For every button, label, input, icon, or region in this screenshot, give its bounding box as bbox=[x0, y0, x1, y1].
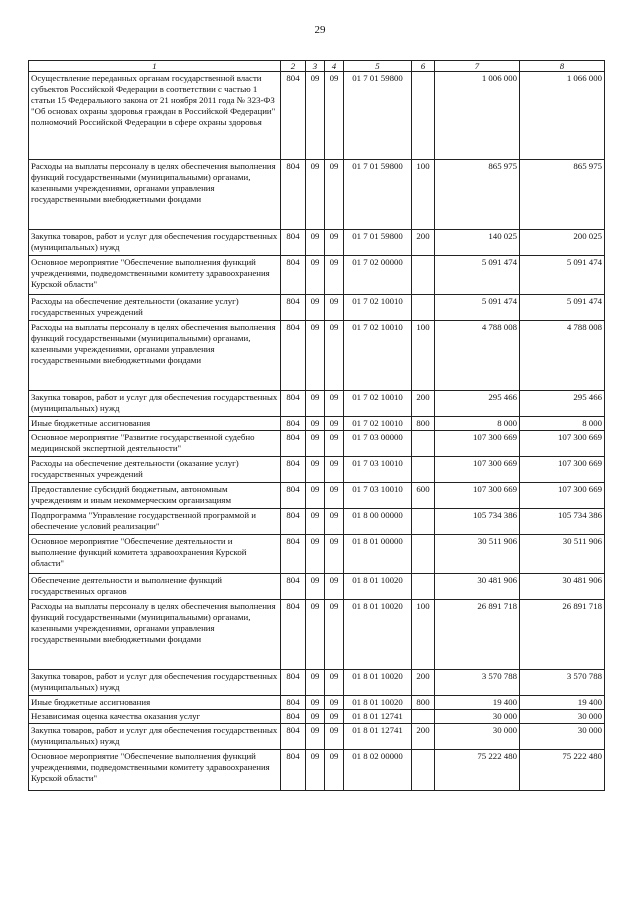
row-amount-year2-cell: 19 400 bbox=[520, 696, 605, 710]
header-cell: 6 bbox=[412, 61, 435, 72]
row-amount-year2-cell: 105 734 386 bbox=[520, 509, 605, 535]
header-cell: 1 bbox=[29, 61, 281, 72]
page-number: 29 bbox=[314, 24, 326, 36]
row-amount-year1-cell: 26 891 718 bbox=[435, 600, 520, 670]
table-row bbox=[29, 230, 605, 256]
row-pr-cell: 09 bbox=[325, 750, 344, 791]
row-csr-cell: 01 7 02 10010 bbox=[344, 295, 412, 321]
row-amount-year2-cell: 200 025 bbox=[520, 230, 605, 256]
row-rz-cell: 09 bbox=[306, 431, 325, 457]
row-pr-cell: 09 bbox=[325, 431, 344, 457]
header-cell: 3 bbox=[306, 61, 325, 72]
row-name-cell: Закупка товаров, работ и услуг для обеспечения государственных (муниципальных) нужд bbox=[29, 724, 281, 750]
row-rz-cell: 09 bbox=[306, 417, 325, 431]
row-pr-cell: 09 bbox=[325, 710, 344, 724]
row-gr-cell: 804 bbox=[281, 574, 306, 600]
row-vr-cell: 600 bbox=[412, 483, 435, 509]
row-pr-cell: 09 bbox=[325, 72, 344, 160]
row-amount-year2-cell: 107 300 669 bbox=[520, 431, 605, 457]
row-amount-year1-cell: 5 091 474 bbox=[435, 256, 520, 295]
row-amount-year2-cell: 26 891 718 bbox=[520, 600, 605, 670]
row-csr-cell: 01 8 01 10020 bbox=[344, 670, 412, 696]
row-pr-cell: 09 bbox=[325, 724, 344, 750]
row-amount-year1-cell: 140 025 bbox=[435, 230, 520, 256]
header-cell: 4 bbox=[325, 61, 344, 72]
table-row bbox=[29, 431, 605, 457]
row-amount-year1-cell: 107 300 669 bbox=[435, 431, 520, 457]
row-gr-cell: 804 bbox=[281, 417, 306, 431]
row-csr-cell: 01 8 01 00000 bbox=[344, 535, 412, 574]
row-vr-cell: 100 bbox=[412, 160, 435, 230]
row-amount-year1-cell: 295 466 bbox=[435, 391, 520, 417]
row-amount-year2-cell: 30 511 906 bbox=[520, 535, 605, 574]
row-pr-cell: 09 bbox=[325, 574, 344, 600]
row-csr-cell: 01 8 01 10020 bbox=[344, 574, 412, 600]
row-gr-cell: 804 bbox=[281, 391, 306, 417]
row-gr-cell: 804 bbox=[281, 535, 306, 574]
row-vr-cell bbox=[412, 509, 435, 535]
table-row bbox=[29, 600, 605, 670]
row-amount-year2-cell: 5 091 474 bbox=[520, 256, 605, 295]
row-name-cell: Основное мероприятие "Обеспечение выполнения функций учреждениями, подведомственными комитету здравоохранения Курской области" bbox=[29, 750, 281, 791]
row-name-cell: Основное мероприятие "Обеспечение выполнения функций учреждениями, подведомственными комитету здравоохранения Курской области" bbox=[29, 256, 281, 295]
table-row bbox=[29, 710, 605, 724]
row-rz-cell: 09 bbox=[306, 483, 325, 509]
row-rz-cell: 09 bbox=[306, 750, 325, 791]
row-amount-year1-cell: 30 481 906 bbox=[435, 574, 520, 600]
row-amount-year2-cell: 3 570 788 bbox=[520, 670, 605, 696]
row-name-cell: Осуществление переданных органам государственной власти субъектов Российской Федерации в соответствии с частью 1 статьи 15 Федерального закона от 21 ноября 2011 года № 323-ФЗ "Об основах охраны здоровья граждан в Российской Федерации" полномочий Российской Федерации в сфере охраны здоровья bbox=[29, 72, 281, 160]
row-vr-cell: 100 bbox=[412, 321, 435, 391]
row-name-cell: Расходы на выплаты персоналу в целях обеспечения выполнения функций государственными (муниципальными) органами, казенными учреждениями, органами управления государственными внебюджетными фондами bbox=[29, 160, 281, 230]
row-vr-cell: 200 bbox=[412, 724, 435, 750]
row-rz-cell: 09 bbox=[306, 600, 325, 670]
row-name-cell: Расходы на выплаты персоналу в целях обеспечения выполнения функций государственными (муниципальными) органами, казенными учреждениями, органами управления государственными внебюджетными фондами bbox=[29, 600, 281, 670]
budget-table bbox=[28, 60, 605, 791]
row-vr-cell: 100 bbox=[412, 600, 435, 670]
row-rz-cell: 09 bbox=[306, 295, 325, 321]
row-gr-cell: 804 bbox=[281, 750, 306, 791]
row-rz-cell: 09 bbox=[306, 230, 325, 256]
row-gr-cell: 804 bbox=[281, 295, 306, 321]
row-csr-cell: 01 7 01 59800 bbox=[344, 160, 412, 230]
row-vr-cell: 200 bbox=[412, 670, 435, 696]
row-vr-cell: 800 bbox=[412, 696, 435, 710]
row-vr-cell bbox=[412, 574, 435, 600]
row-gr-cell: 804 bbox=[281, 670, 306, 696]
row-name-cell: Основное мероприятие "Развитие государственной судебно медицинской экспертной деятельности" bbox=[29, 431, 281, 457]
row-csr-cell: 01 7 02 10010 bbox=[344, 417, 412, 431]
row-rz-cell: 09 bbox=[306, 696, 325, 710]
header-cell: 2 bbox=[281, 61, 306, 72]
table-row bbox=[29, 750, 605, 791]
row-pr-cell: 09 bbox=[325, 230, 344, 256]
row-pr-cell: 09 bbox=[325, 535, 344, 574]
row-pr-cell: 09 bbox=[325, 509, 344, 535]
row-gr-cell: 804 bbox=[281, 600, 306, 670]
row-csr-cell: 01 8 02 00000 bbox=[344, 750, 412, 791]
row-vr-cell bbox=[412, 710, 435, 724]
row-amount-year1-cell: 30 000 bbox=[435, 710, 520, 724]
row-rz-cell: 09 bbox=[306, 574, 325, 600]
row-name-cell: Расходы на обеспечение деятельности (оказание услуг) государственных учреждений bbox=[29, 295, 281, 321]
row-vr-cell bbox=[412, 256, 435, 295]
row-rz-cell: 09 bbox=[306, 535, 325, 574]
row-csr-cell: 01 7 02 00000 bbox=[344, 256, 412, 295]
row-name-cell: Независимая оценка качества оказания услуг bbox=[29, 710, 281, 724]
header-row bbox=[29, 61, 605, 72]
row-amount-year2-cell: 4 788 008 bbox=[520, 321, 605, 391]
row-vr-cell bbox=[412, 295, 435, 321]
row-amount-year1-cell: 105 734 386 bbox=[435, 509, 520, 535]
row-amount-year1-cell: 19 400 bbox=[435, 696, 520, 710]
row-amount-year1-cell: 1 006 000 bbox=[435, 72, 520, 160]
row-name-cell: Предоставление субсидий бюджетным, автономным учреждениям и иным некоммерческим организациям bbox=[29, 483, 281, 509]
row-csr-cell: 01 7 02 10010 bbox=[344, 391, 412, 417]
row-pr-cell: 09 bbox=[325, 160, 344, 230]
row-amount-year2-cell: 5 091 474 bbox=[520, 295, 605, 321]
row-csr-cell: 01 8 00 00000 bbox=[344, 509, 412, 535]
header-cell: 8 bbox=[520, 61, 605, 72]
row-csr-cell: 01 8 01 12741 bbox=[344, 724, 412, 750]
table-row bbox=[29, 457, 605, 483]
row-gr-cell: 804 bbox=[281, 160, 306, 230]
row-amount-year2-cell: 295 466 bbox=[520, 391, 605, 417]
row-name-cell: Иные бюджетные ассигнования bbox=[29, 696, 281, 710]
header-cell: 5 bbox=[344, 61, 412, 72]
row-amount-year2-cell: 107 300 669 bbox=[520, 483, 605, 509]
row-vr-cell bbox=[412, 535, 435, 574]
row-pr-cell: 09 bbox=[325, 600, 344, 670]
row-rz-cell: 09 bbox=[306, 457, 325, 483]
row-gr-cell: 804 bbox=[281, 256, 306, 295]
row-csr-cell: 01 7 03 10010 bbox=[344, 457, 412, 483]
row-gr-cell: 804 bbox=[281, 72, 306, 160]
row-gr-cell: 804 bbox=[281, 724, 306, 750]
row-vr-cell: 200 bbox=[412, 391, 435, 417]
row-rz-cell: 09 bbox=[306, 160, 325, 230]
table-row bbox=[29, 724, 605, 750]
row-csr-cell: 01 7 01 59800 bbox=[344, 72, 412, 160]
table-row bbox=[29, 160, 605, 230]
row-amount-year2-cell: 30 000 bbox=[520, 724, 605, 750]
row-pr-cell: 09 bbox=[325, 483, 344, 509]
row-vr-cell bbox=[412, 457, 435, 483]
row-vr-cell: 800 bbox=[412, 417, 435, 431]
row-rz-cell: 09 bbox=[306, 724, 325, 750]
row-amount-year1-cell: 107 300 669 bbox=[435, 483, 520, 509]
table-row bbox=[29, 483, 605, 509]
table-row bbox=[29, 256, 605, 295]
row-gr-cell: 804 bbox=[281, 509, 306, 535]
row-amount-year1-cell: 8 000 bbox=[435, 417, 520, 431]
row-gr-cell: 804 bbox=[281, 431, 306, 457]
row-gr-cell: 804 bbox=[281, 483, 306, 509]
row-amount-year2-cell: 30 000 bbox=[520, 710, 605, 724]
row-name-cell: Основное мероприятие "Обеспечение деятельности и выполнение функций комитета здравоохранения Курской области" bbox=[29, 535, 281, 574]
row-pr-cell: 09 bbox=[325, 417, 344, 431]
row-amount-year1-cell: 865 975 bbox=[435, 160, 520, 230]
row-vr-cell bbox=[412, 431, 435, 457]
row-amount-year1-cell: 4 788 008 bbox=[435, 321, 520, 391]
row-name-cell: Расходы на обеспечение деятельности (оказание услуг) государственных учреждений bbox=[29, 457, 281, 483]
table-row bbox=[29, 696, 605, 710]
row-pr-cell: 09 bbox=[325, 321, 344, 391]
row-pr-cell: 09 bbox=[325, 670, 344, 696]
row-name-cell: Расходы на выплаты персоналу в целях обеспечения выполнения функций государственными (муниципальными) органами, казенными учреждениями, органами управления государственными внебюджетными фондами bbox=[29, 321, 281, 391]
row-gr-cell: 804 bbox=[281, 457, 306, 483]
table-row bbox=[29, 535, 605, 574]
table-row bbox=[29, 391, 605, 417]
row-csr-cell: 01 7 03 00000 bbox=[344, 431, 412, 457]
row-name-cell: Обеспечение деятельности и выполнение функций государственных органов bbox=[29, 574, 281, 600]
table-row bbox=[29, 417, 605, 431]
row-csr-cell: 01 8 01 10020 bbox=[344, 696, 412, 710]
table-row bbox=[29, 72, 605, 160]
row-amount-year2-cell: 75 222 480 bbox=[520, 750, 605, 791]
row-amount-year1-cell: 30 511 906 bbox=[435, 535, 520, 574]
row-amount-year1-cell: 30 000 bbox=[435, 724, 520, 750]
row-csr-cell: 01 7 01 59800 bbox=[344, 230, 412, 256]
table-row bbox=[29, 574, 605, 600]
row-pr-cell: 09 bbox=[325, 457, 344, 483]
row-amount-year1-cell: 5 091 474 bbox=[435, 295, 520, 321]
row-rz-cell: 09 bbox=[306, 710, 325, 724]
row-amount-year2-cell: 107 300 669 bbox=[520, 457, 605, 483]
row-amount-year2-cell: 1 066 000 bbox=[520, 72, 605, 160]
row-csr-cell: 01 7 02 10010 bbox=[344, 321, 412, 391]
row-csr-cell: 01 7 03 10010 bbox=[344, 483, 412, 509]
row-name-cell: Закупка товаров, работ и услуг для обеспечения государственных (муниципальных) нужд bbox=[29, 230, 281, 256]
row-amount-year1-cell: 75 222 480 bbox=[435, 750, 520, 791]
row-name-cell: Закупка товаров, работ и услуг для обеспечения государственных (муниципальных) нужд bbox=[29, 670, 281, 696]
table-row bbox=[29, 295, 605, 321]
row-gr-cell: 804 bbox=[281, 696, 306, 710]
row-rz-cell: 09 bbox=[306, 256, 325, 295]
row-csr-cell: 01 8 01 12741 bbox=[344, 710, 412, 724]
table-row bbox=[29, 321, 605, 391]
row-gr-cell: 804 bbox=[281, 321, 306, 391]
row-gr-cell: 804 bbox=[281, 710, 306, 724]
row-csr-cell: 01 8 01 10020 bbox=[344, 600, 412, 670]
row-amount-year2-cell: 30 481 906 bbox=[520, 574, 605, 600]
row-amount-year1-cell: 3 570 788 bbox=[435, 670, 520, 696]
row-rz-cell: 09 bbox=[306, 321, 325, 391]
row-rz-cell: 09 bbox=[306, 72, 325, 160]
row-amount-year2-cell: 8 000 bbox=[520, 417, 605, 431]
row-pr-cell: 09 bbox=[325, 696, 344, 710]
row-rz-cell: 09 bbox=[306, 391, 325, 417]
row-vr-cell bbox=[412, 72, 435, 160]
row-name-cell: Подпрограмма "Управление государственной программой и обеспечение условий реализации" bbox=[29, 509, 281, 535]
row-name-cell: Закупка товаров, работ и услуг для обеспечения государственных (муниципальных) нужд bbox=[29, 391, 281, 417]
row-rz-cell: 09 bbox=[306, 670, 325, 696]
table-row bbox=[29, 670, 605, 696]
table-row bbox=[29, 509, 605, 535]
row-pr-cell: 09 bbox=[325, 295, 344, 321]
row-vr-cell bbox=[412, 750, 435, 791]
row-name-cell: Иные бюджетные ассигнования bbox=[29, 417, 281, 431]
row-amount-year1-cell: 107 300 669 bbox=[435, 457, 520, 483]
header-cell: 7 bbox=[435, 61, 520, 72]
row-rz-cell: 09 bbox=[306, 509, 325, 535]
row-gr-cell: 804 bbox=[281, 230, 306, 256]
row-pr-cell: 09 bbox=[325, 256, 344, 295]
row-amount-year2-cell: 865 975 bbox=[520, 160, 605, 230]
row-pr-cell: 09 bbox=[325, 391, 344, 417]
row-vr-cell: 200 bbox=[412, 230, 435, 256]
